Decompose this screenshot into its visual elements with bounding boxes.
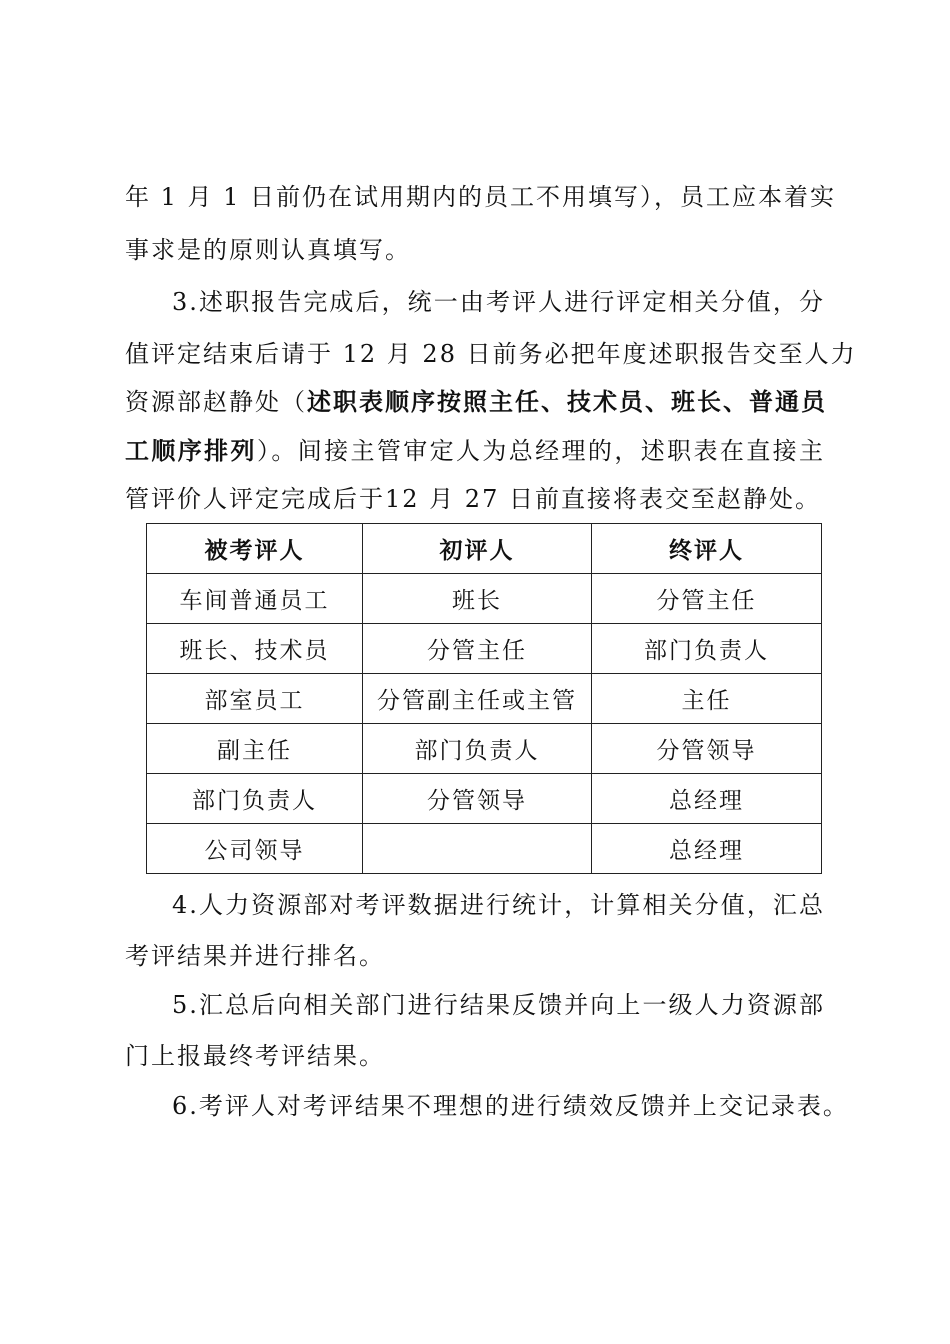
table-cell: 副主任 [147,724,363,774]
para3-line4-normal: ）。间接主管审定人为总经理的，述职表在直接主 [256,437,826,465]
table-cell: 部室员工 [147,674,363,724]
table-row [147,724,822,774]
table-cell: 部门负责人 [363,724,592,774]
header-evaluatee: 被考评人 [147,524,363,574]
table-cell: 分管主任 [363,624,592,674]
table-cell: 班长 [363,574,592,624]
para3-line3-normal: 资源部赵静处（ [125,388,307,416]
para4-line1: 4.人力资源部对考评数据进行统计，计算相关分值，汇总 [172,891,825,919]
header-final-reviewer: 终评人 [592,524,822,574]
table-cell [363,824,592,874]
table-cell: 公司领导 [147,824,363,874]
table-cell: 分管副主任或主管 [363,674,592,724]
header-initial-reviewer: 初评人 [363,524,592,574]
table-row [147,774,822,824]
table-header-row [147,524,822,574]
table-row [147,674,822,724]
table-cell: 分管领导 [592,724,822,774]
table-cell: 班长、技术员 [147,624,363,674]
table-row [147,824,822,874]
para5-line1: 5.汇总后向相关部门进行结果反馈并向上一级人力资源部 [172,991,825,1019]
table-cell: 主任 [592,674,822,724]
para3-line2: 值评定结束后请于 12 月 28 日前务必把年度述职报告交至人力 [125,340,857,368]
para3-line1: 3.述职报告完成后，统一由考评人进行评定相关分值，分 [172,288,825,316]
evaluation-table [146,523,822,874]
table-cell: 部门负责人 [592,624,822,674]
table-cell: 总经理 [592,824,822,874]
para4-line2: 考评结果并进行排名。 [125,942,385,970]
para2-line1: 年 1 月 1 日前仍在试用期内的员工不用填写），员工应本着实 [125,183,837,211]
para3-line3 [125,384,825,420]
para3-line4-bold: 工顺序排列 [125,436,257,465]
para2-line2: 事求是的原则认真填写。 [125,236,411,264]
para6-line1: 6.考评人对考评结果不理想的进行绩效反馈并上交记录表。 [172,1092,849,1120]
table-cell: 分管主任 [592,574,822,624]
para3-line5: 管评价人评定完成后于12 月 27 日前直接将表交至赵静处。 [125,485,821,513]
table-cell: 总经理 [592,774,822,824]
para5-line2: 门上报最终考评结果。 [125,1042,385,1070]
table-cell: 车间普通员工 [147,574,363,624]
table-cell: 部门负责人 [147,774,363,824]
para3-line3-bold: 述职表顺序按照主任、技术员、班长、普通员 [307,387,827,416]
table-row [147,624,822,674]
table-cell: 分管领导 [363,774,592,824]
para3-line4 [125,433,825,469]
table-row [147,574,822,624]
